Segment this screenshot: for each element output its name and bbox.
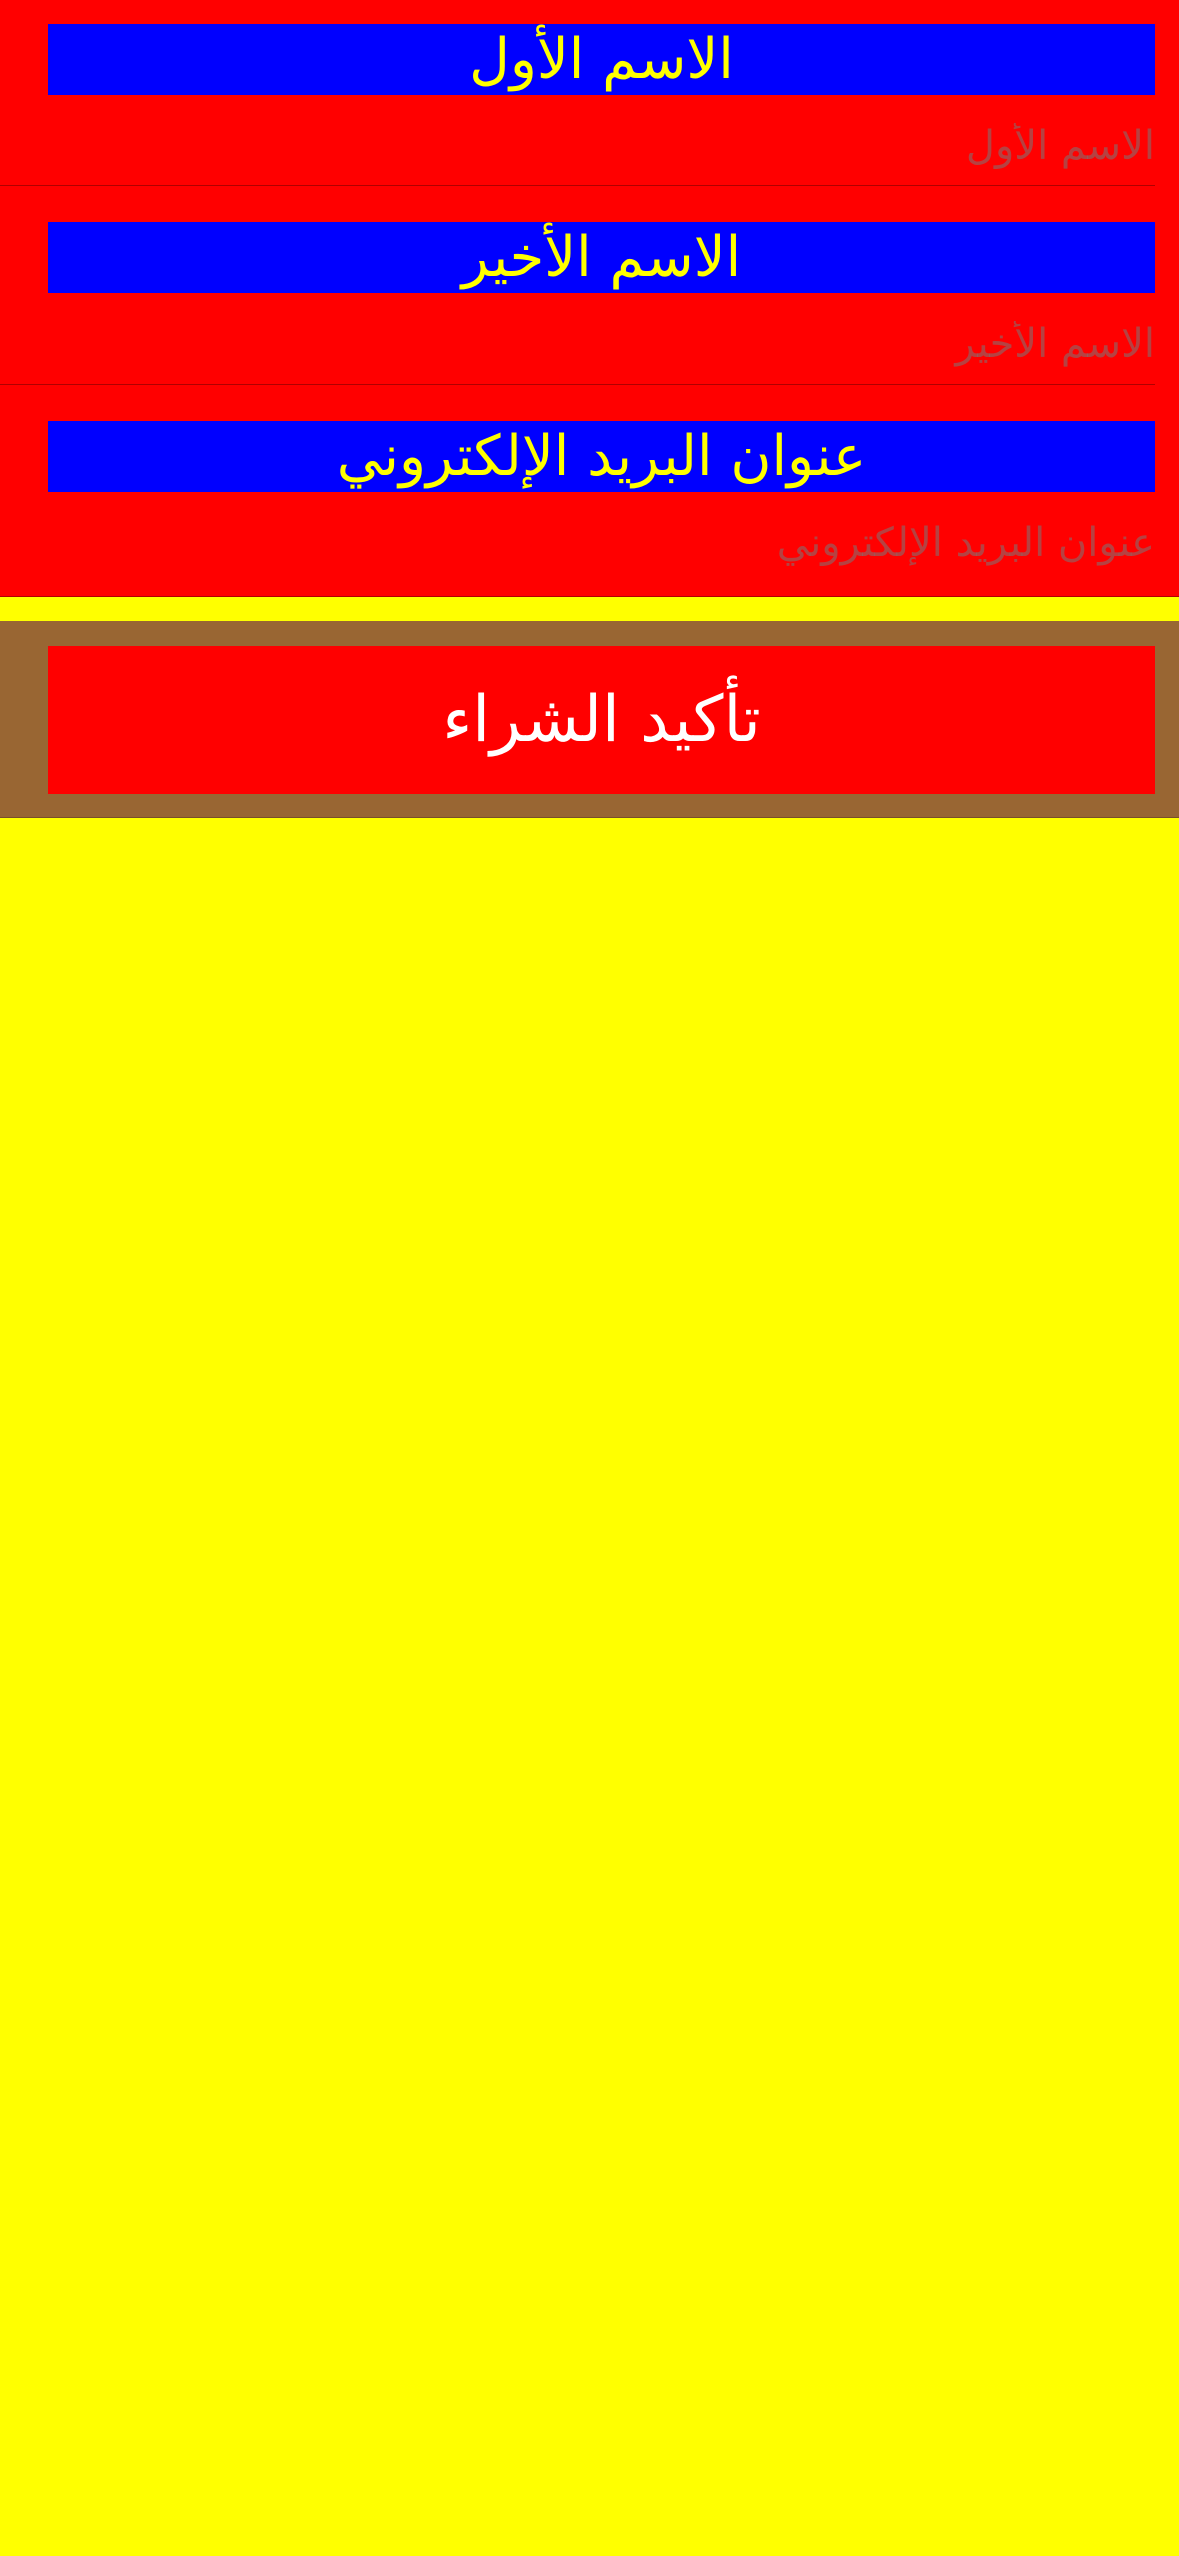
first-name-input[interactable] xyxy=(48,110,1155,182)
email-input[interactable] xyxy=(48,507,1155,579)
last-name-field-group xyxy=(0,198,1179,396)
email-label: عنوان البريد الإلكتروني xyxy=(48,421,1155,492)
last-name-label: الاسم الأخير xyxy=(48,222,1155,293)
email-field-group xyxy=(0,397,1179,595)
confirm-purchase-button[interactable]: تأكيد الشراء xyxy=(48,646,1155,794)
first-name-field-group xyxy=(0,0,1179,198)
checkout-form xyxy=(0,0,1179,597)
field-divider xyxy=(0,185,1155,186)
field-divider xyxy=(0,384,1155,385)
last-name-input[interactable] xyxy=(48,308,1155,380)
first-name-label: الاسم الأول xyxy=(48,24,1155,95)
action-bar xyxy=(0,621,1179,818)
